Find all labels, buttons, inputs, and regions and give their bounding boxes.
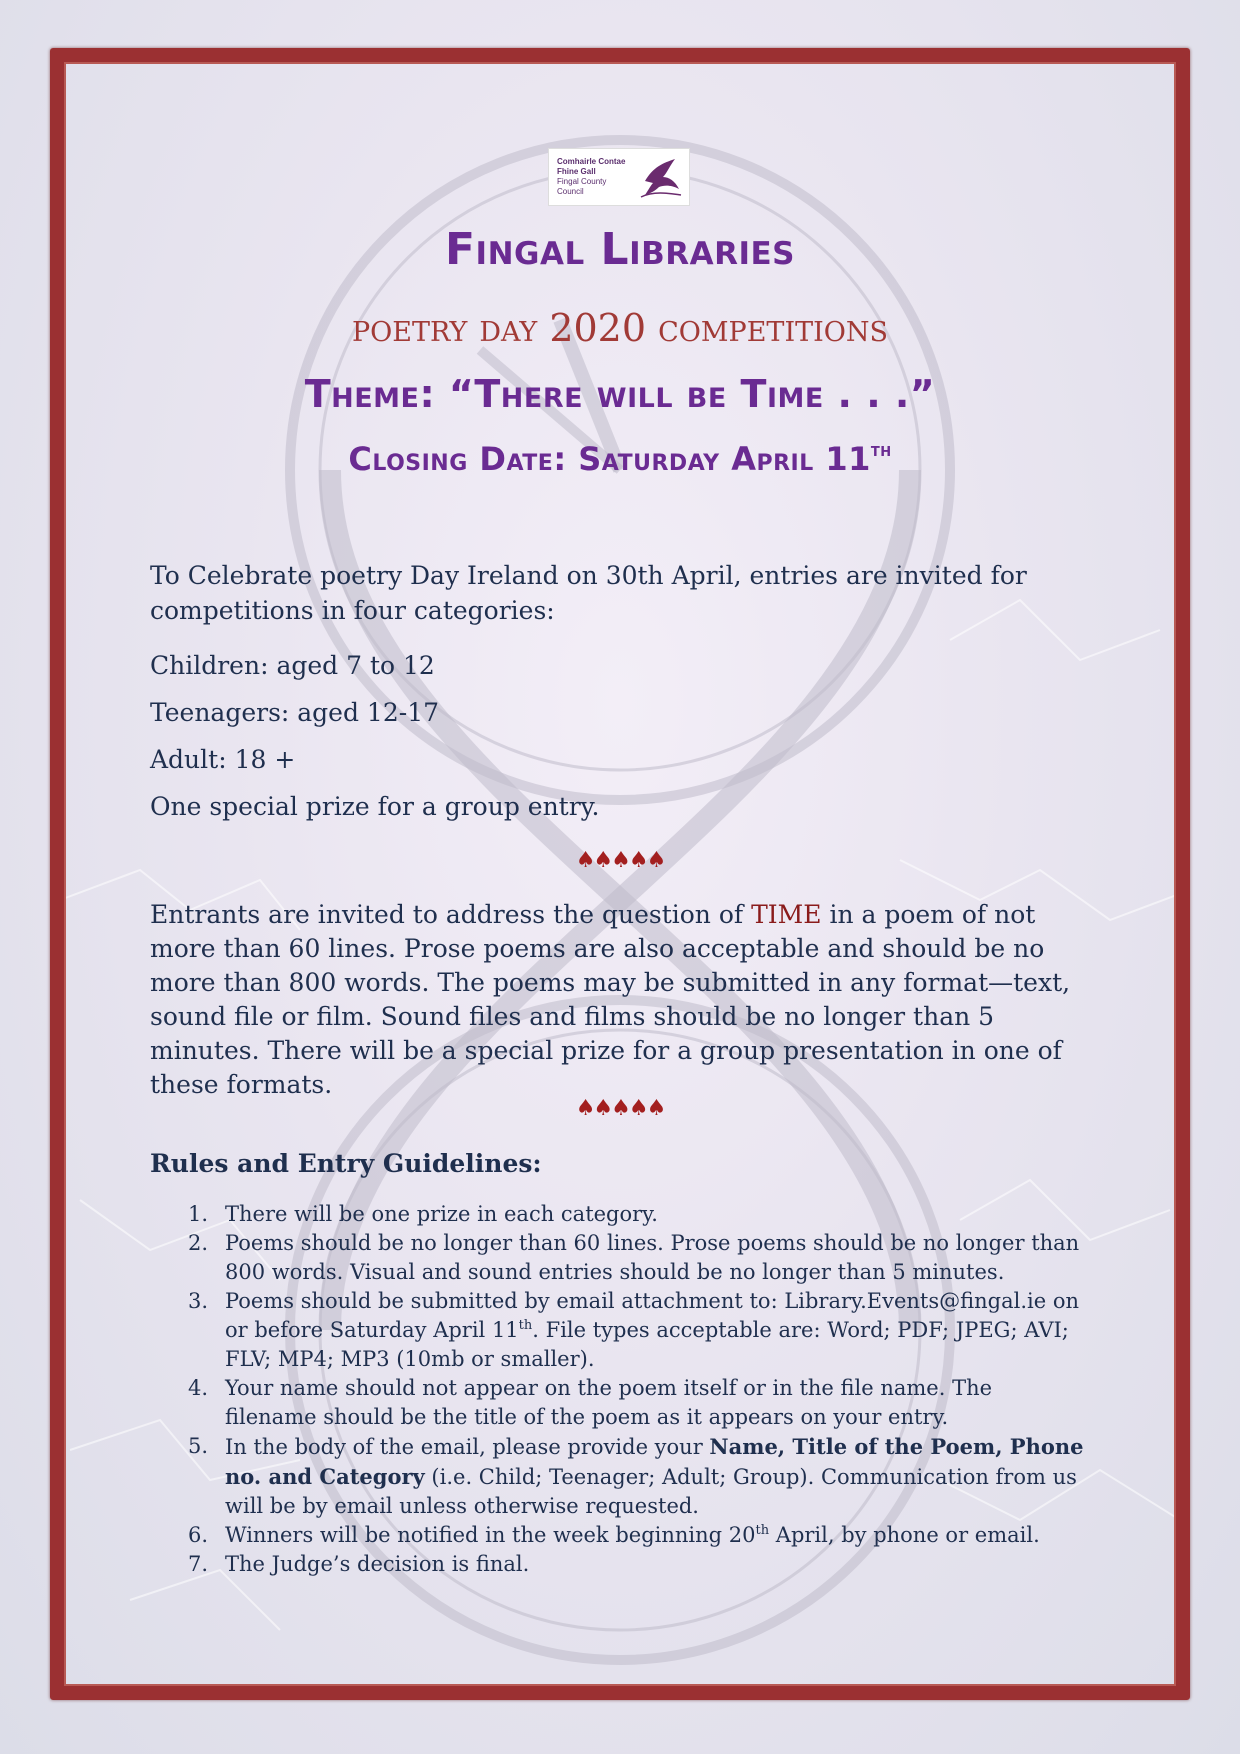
closing-date-heading: [0, 440, 1240, 478]
rule-item: [150, 1200, 1090, 1229]
rule-text-a: Poems should be submitted by email attachment to: Library.Events@fingal.ie on or before Saturday April 11: [225, 1289, 1080, 1342]
rule-text-bold: Name, Title of the Poem, Phone no. and Category: [225, 1434, 1084, 1489]
theme-heading: Theme: “There will be Time . . .”: [304, 372, 936, 416]
intro-paragraph: To Celebrate poetry Day Ireland on 30th April, entries are invited for competitions in four categories:: [150, 561, 1027, 625]
description-after: in a poem of not more than 60 lines. Prose poems are also acceptable and should be no more than 800 words. The poems may be submitted in any format—text, sound file or film. Sound files and films should be no longer than 5 minutes. There will be a special prize for a group presentation in one of these formats.: [150, 900, 1071, 1099]
event-subtitle: poetry day 2020 competitions: [351, 306, 889, 350]
logo-line-4: Council: [557, 187, 584, 196]
description-paragraph: [150, 898, 1090, 1102]
rule-text-a: Winners will be notified in the week beginning 20: [225, 1523, 756, 1547]
rule-text: There will be one prize in each category.: [225, 1202, 658, 1226]
category-item: One special prize for a group entry.: [150, 792, 600, 821]
rule-item: [150, 1521, 1090, 1550]
closing-date-suffix: th: [870, 440, 892, 461]
rules-heading: Rules and Entry Guidelines:: [150, 1149, 542, 1178]
logo-line-2: Fhine Gall: [557, 167, 596, 176]
category-item: Adult: 18 +: [150, 745, 296, 774]
rule-item: [150, 1432, 1090, 1521]
rule-item: [150, 1374, 1090, 1432]
rule-text: Your name should not appear on the poem itself or in the file name. The filename should be the title of the poem as it appears on your entry.: [225, 1376, 993, 1429]
rule-number: 2.: [188, 1231, 209, 1255]
rule-item: [150, 1550, 1090, 1579]
rule-text-sup: th: [755, 1523, 770, 1538]
rule-number: 1.: [188, 1202, 209, 1226]
rule-text-b: (i.e. Child; Teenager; Adult; Group). Communication from us will be by email unless otherwise requested.: [225, 1465, 1077, 1518]
rule-text-a: In the body of the email, please provide your: [225, 1435, 710, 1459]
spade-divider: ♠♠♠♠♠: [575, 1096, 665, 1121]
rule-number: 5.: [188, 1434, 209, 1458]
rule-text-sup: th: [518, 1318, 533, 1333]
category-item: Teenagers: aged 12-17: [150, 698, 440, 727]
rule-number: 3.: [188, 1289, 209, 1313]
rule-text: Poems should be no longer than 60 lines. Prose poems should be no longer than 800 words. Visual and sound entries should be no longer than 5 minutes.: [225, 1231, 1080, 1284]
rule-text: The Judge’s decision is final.: [225, 1552, 530, 1576]
rule-item: [150, 1287, 1090, 1374]
closing-date-text: Closing Date: Saturday April 11: [348, 440, 871, 478]
bird-logo-icon: [639, 155, 683, 199]
rule-text-b: . File types acceptable are: Word; PDF; JPEG; AVI; FLV; MP4; MP3 (10mb or smaller).: [225, 1318, 1069, 1371]
rule-text-b: April, by phone or email.: [769, 1523, 1040, 1547]
rule-number: 6.: [188, 1523, 209, 1547]
description-before: Entrants are invited to address the question of: [150, 900, 752, 929]
category-item: Children: aged 7 to 12: [150, 651, 435, 680]
rule-number: 4.: [188, 1376, 209, 1400]
logo-line-3: Fingal County: [557, 177, 607, 186]
fingal-county-council-logo: [548, 148, 690, 206]
page-title: Fingal Libraries: [444, 224, 795, 275]
time-highlight: TIME: [751, 900, 822, 929]
spade-divider: ♠♠♠♠♠: [575, 848, 665, 873]
rule-number: 7.: [188, 1552, 209, 1576]
rule-item: [150, 1229, 1090, 1287]
rules-list: [150, 1200, 1090, 1579]
logo-line-1: Comhairle Contae: [557, 157, 626, 166]
